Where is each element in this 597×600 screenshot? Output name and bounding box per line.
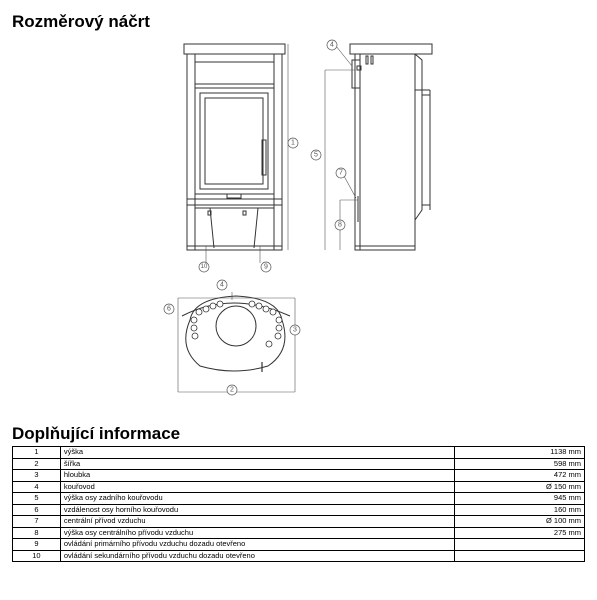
- callout-9-label: 9: [264, 263, 268, 271]
- table-row: [13, 539, 585, 551]
- table-cell-num: 7: [13, 516, 61, 528]
- table-cell-desc: výška: [60, 447, 454, 459]
- table-cell-desc: ovládání sekundárního přívodu vzduchu dozadu otevřeno: [60, 550, 454, 562]
- callout-4-top-label: 4: [220, 281, 224, 289]
- table-cell-value: 1138 mm: [455, 447, 585, 459]
- table-cell-value: Ø 100 mm: [455, 516, 585, 528]
- table-cell-num: 6: [13, 504, 61, 516]
- table-cell-value: [455, 539, 585, 551]
- callout-7-label: 7: [339, 169, 343, 177]
- table-row: [13, 493, 585, 505]
- table-cell-value: Ø 150 mm: [455, 481, 585, 493]
- top-view: [182, 296, 290, 371]
- table-cell-num: 9: [13, 539, 61, 551]
- table-cell-value: 160 mm: [455, 504, 585, 516]
- table-cell-num: 2: [13, 458, 61, 470]
- spec-table: [12, 446, 585, 562]
- table-cell-num: 10: [13, 550, 61, 562]
- table-cell-desc: vzdálenost osy horního kouřovodu: [60, 504, 454, 516]
- callout-1-label: 1: [291, 139, 295, 147]
- table-cell-value: 275 mm: [455, 527, 585, 539]
- table-cell-desc: výška osy zadního kouřovodu: [60, 493, 454, 505]
- table-row: [13, 481, 585, 493]
- vent-holes: [191, 301, 282, 347]
- info-heading: Doplňující informace: [12, 424, 181, 443]
- table-cell-num: 4: [13, 481, 61, 493]
- table-cell-desc: kouřovod: [60, 481, 454, 493]
- table-row: [13, 527, 585, 539]
- table-row: [13, 458, 585, 470]
- table-cell-desc: výška osy centrálního přívodu vzduchu: [60, 527, 454, 539]
- table-cell-num: 5: [13, 493, 61, 505]
- table-cell-value: [455, 550, 585, 562]
- table-row: [13, 516, 585, 528]
- table-cell-num: 3: [13, 470, 61, 482]
- table-cell-num: 8: [13, 527, 61, 539]
- table-row: [13, 447, 585, 459]
- callout-6-label: 6: [167, 305, 171, 313]
- table-cell-desc: ovládání primárního přívodu vzduchu dozadu otevřeno: [60, 539, 454, 551]
- table-row: [13, 550, 585, 562]
- table-cell-desc: šířka: [60, 458, 454, 470]
- table-cell-value: 472 mm: [455, 470, 585, 482]
- callout-5-label: 5: [314, 151, 318, 159]
- table-cell-desc: centrální přívod vzduchu: [60, 516, 454, 528]
- table-cell-value: 598 mm: [455, 458, 585, 470]
- table-cell-num: 1: [13, 447, 61, 459]
- front-view: [184, 44, 285, 250]
- side-view: [350, 44, 432, 250]
- dimension-drawing: [0, 30, 597, 420]
- callout-8-label: 8: [338, 221, 342, 229]
- callout-2-label: 2: [230, 386, 234, 394]
- callout-4-side-label: 4: [330, 41, 334, 49]
- table-row: [13, 470, 585, 482]
- table-cell-desc: hloubka: [60, 470, 454, 482]
- table-row: [13, 504, 585, 516]
- table-cell-value: 945 mm: [455, 493, 585, 505]
- callout-10-label: 10: [200, 264, 208, 270]
- callout-3-label: 3: [293, 326, 297, 334]
- sketch-heading: Rozměrový náčrt: [12, 12, 150, 31]
